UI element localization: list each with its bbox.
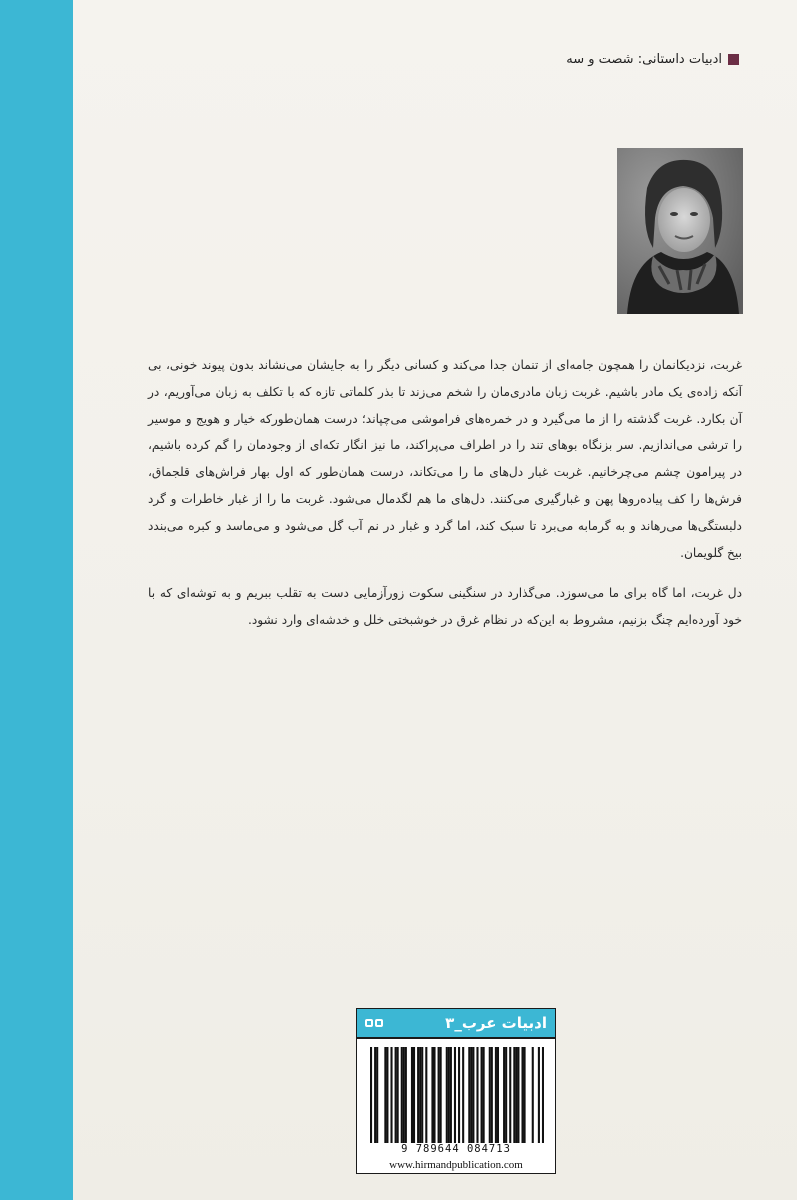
barcode-bar (413, 1047, 415, 1143)
barcode-bar (431, 1047, 433, 1143)
collection-label: ادبیات عرب_۳ (445, 1014, 547, 1032)
blurb-paragraph-2: دل غربت، اما گاه برای ما می‌سوزد. می‌گذارد در سنگینی سکوت زورآزمایی دست به تقلب ببریم و به توشه‌ای که با خود آورده‌ایم چنگ بزنیم، مشروط به این‌که در نظام غرق در خوشبختی خلل و خدشه‌ای وارد نشود. (148, 586, 742, 628)
barcode-bar (386, 1047, 388, 1143)
blurb-paragraph-1: غربت، نزدیکانمان را همچون جامه‌ای از تنمان جدا می‌کند و کسانی دیگر را به جایشان می‌نشاند بدون پیوند خونی، بی آنکه زاده‌ی یک مادر باشیم. غربت زبان مادری‌مان را شخم می‌زند تا بذر کلماتی تازه که با تکلف به زبان می‌آوریم، در آن بکارد. غربت گذشته را از ما می‌گیرد و در خمره‌های فراموشی می‌چپاند؛ درست همان‌طورکه خیار و هویج و موسیر را ترشی می‌اندازیم. سر بزنگاه بوهای تند را در اطراف می‌پراکند، ما نیز انگار تکه‌ای از وجودمان را گم کرده باشیم، در پیرامون چشم می‌چرخانیم. غربت غبار دل‌های ما را می‌تکاند، درست همان‌طور که اول بهار فراش‌های قلجماق، فرش‌ها را کف پیاده‌روها پهن و غبارگیری می‌کنند. دل‌های ما هم لگدمال می‌شود. غربت ما را از غبار خاطرات و گرد دلبستگی‌ها می‌رهاند و به گرمابه می‌برد تا سبک کند، اما گرد و غبار در نم آب گل می‌شود و می‌ماسد و کبره می‌بندد بیخ گلویمان. (148, 358, 742, 560)
barcode-bar (532, 1047, 534, 1143)
series-label: ادبیات داستانی: شصت و سه (566, 52, 722, 67)
barcode-bar (483, 1047, 485, 1143)
barcode-bar (458, 1047, 460, 1143)
barcode-bar (384, 1047, 386, 1143)
barcode-bar (405, 1047, 407, 1143)
series-marker-icon (728, 54, 739, 65)
collection-badge (356, 1008, 556, 1038)
back-cover-blurb (148, 352, 742, 648)
barcode-bar (470, 1047, 472, 1143)
barcode-bar (390, 1047, 392, 1143)
barcode-bar (509, 1047, 511, 1143)
barcode-bar (505, 1047, 507, 1143)
collection-logo-icon (365, 1019, 383, 1027)
barcode-bar (497, 1047, 499, 1143)
barcode-bar (524, 1047, 526, 1143)
barcode-bar (476, 1047, 478, 1143)
barcode-panel (356, 1038, 556, 1174)
barcode-bar (468, 1047, 470, 1143)
barcode-bar (446, 1047, 448, 1143)
isbn-barcode (370, 1047, 544, 1143)
barcode-bar (450, 1047, 452, 1143)
barcode-bar (376, 1047, 378, 1143)
barcode-bar (403, 1047, 405, 1143)
barcode-bar (448, 1047, 450, 1143)
barcode-bar (454, 1047, 456, 1143)
barcode-bar (472, 1047, 474, 1143)
barcode-bar (419, 1047, 421, 1143)
barcode-bar (517, 1047, 519, 1143)
barcode-bar (425, 1047, 427, 1143)
barcode-bar (462, 1047, 464, 1143)
barcode-bar (495, 1047, 497, 1143)
barcode-bar (433, 1047, 435, 1143)
barcode-bar (374, 1047, 376, 1143)
barcode-bar (489, 1047, 491, 1143)
series-heading (566, 52, 739, 67)
barcode-bar (411, 1047, 413, 1143)
author-portrait (617, 148, 743, 314)
barcode-bar (395, 1047, 397, 1143)
barcode-bar (513, 1047, 515, 1143)
barcode-bar (481, 1047, 483, 1143)
barcode-bar (421, 1047, 423, 1143)
book-spine (0, 0, 73, 1200)
barcode-bar (401, 1047, 403, 1143)
publisher-website: www.hirmandpublication.com (389, 1159, 523, 1171)
barcode-bar (503, 1047, 505, 1143)
barcode-bar (538, 1047, 540, 1143)
barcode-bar (438, 1047, 440, 1143)
barcode-bar (521, 1047, 523, 1143)
barcode-bar (491, 1047, 493, 1143)
barcode-bar (515, 1047, 517, 1143)
barcode-bar (370, 1047, 372, 1143)
author-portrait-photo (617, 148, 743, 314)
isbn-number: 9 789644 084713 (401, 1143, 511, 1155)
barcode-bar (542, 1047, 544, 1143)
barcode-bar (397, 1047, 399, 1143)
barcode-bar (440, 1047, 442, 1143)
barcode-bar (417, 1047, 419, 1143)
